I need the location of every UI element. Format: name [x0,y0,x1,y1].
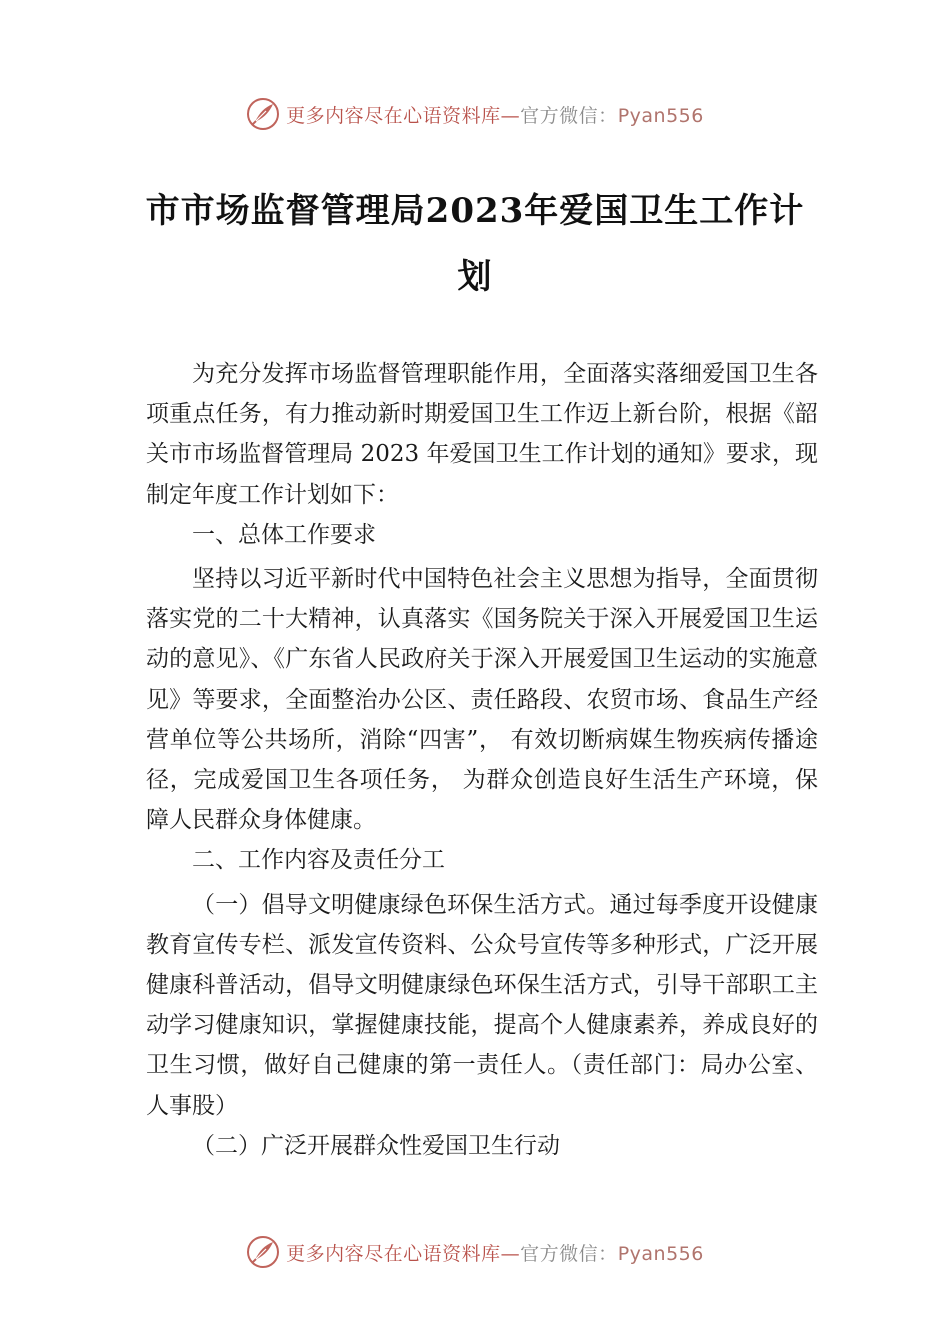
section-heading-1: 一、总体工作要求 [192,521,376,548]
paragraph-item-2: （二）广泛开展群众性爱国卫生行动 [192,1132,560,1159]
watermark-text [286,101,704,128]
watermark-wechat-label: 官方微信： [520,104,618,127]
watermark-dash: — [500,104,521,127]
paragraph-requirements: 坚持以习近平新时代中国特色社会主义思想为指导，全面贯彻落实党的二十大精神，认真落实《国务院关于深入开展爱国卫生运动的意见》、《广东省人民政府关于深入开展爱国卫生运动的实施意见》等要求，全面整治办公区、责任路段、农贸市场、食品生产经营单位等公共场所，消除“四害”， 有效切断病媒生物疾病传播途径，完成爱国卫生各项任务， 为群众创造良好生活生产环境，保障人民群众身体健康。 [146,566,818,834]
paragraph-intro: 为充分发挥市场监督管理职能作用，全面落实落细爱国卫生各项重点任务，有力推动新时期爱国卫生工作迈上新台阶，根据《韶关市市场监督管理局 2023 年爱国卫生工作计划的通知》要求，现制定年度工作计划如下： [146,361,818,508]
section-heading-2: 二、工作内容及责任分工 [192,847,445,874]
document-title: 市市场监督管理局2023年爱国卫生工作计划 [145,191,805,297]
watermark-dash: — [500,1242,521,1265]
watermark-site-text: 更多内容尽在心语资料库 [286,104,501,127]
feather-pen-logo-icon [246,1235,280,1269]
watermark-footer [0,1232,950,1272]
paragraph-item-1: （一）倡导文明健康绿色环保生活方式。通过每季度开设健康教育宣传专栏、派发宣传资料、公众号宣传等多种形式，广泛开展健康科普活动，倡导文明健康绿色环保生活方式，引导干部职工主动学习健康知识，掌握健康技能，提高个人健康素养，养成良好的卫生习惯，做好自己健康的第一责任人。（责任部门：局办公室、人事股） [146,891,818,1119]
watermark-wechat-label: 官方微信： [520,1242,618,1265]
watermark-wechat-id: Pyan556 [617,1242,704,1265]
document-body [146,354,818,1166]
watermark-site-text: 更多内容尽在心语资料库 [286,1242,501,1265]
watermark-header [0,94,950,134]
watermark-wechat-id: Pyan556 [617,104,704,127]
feather-pen-logo-icon [246,97,280,131]
watermark-text [286,1239,704,1266]
